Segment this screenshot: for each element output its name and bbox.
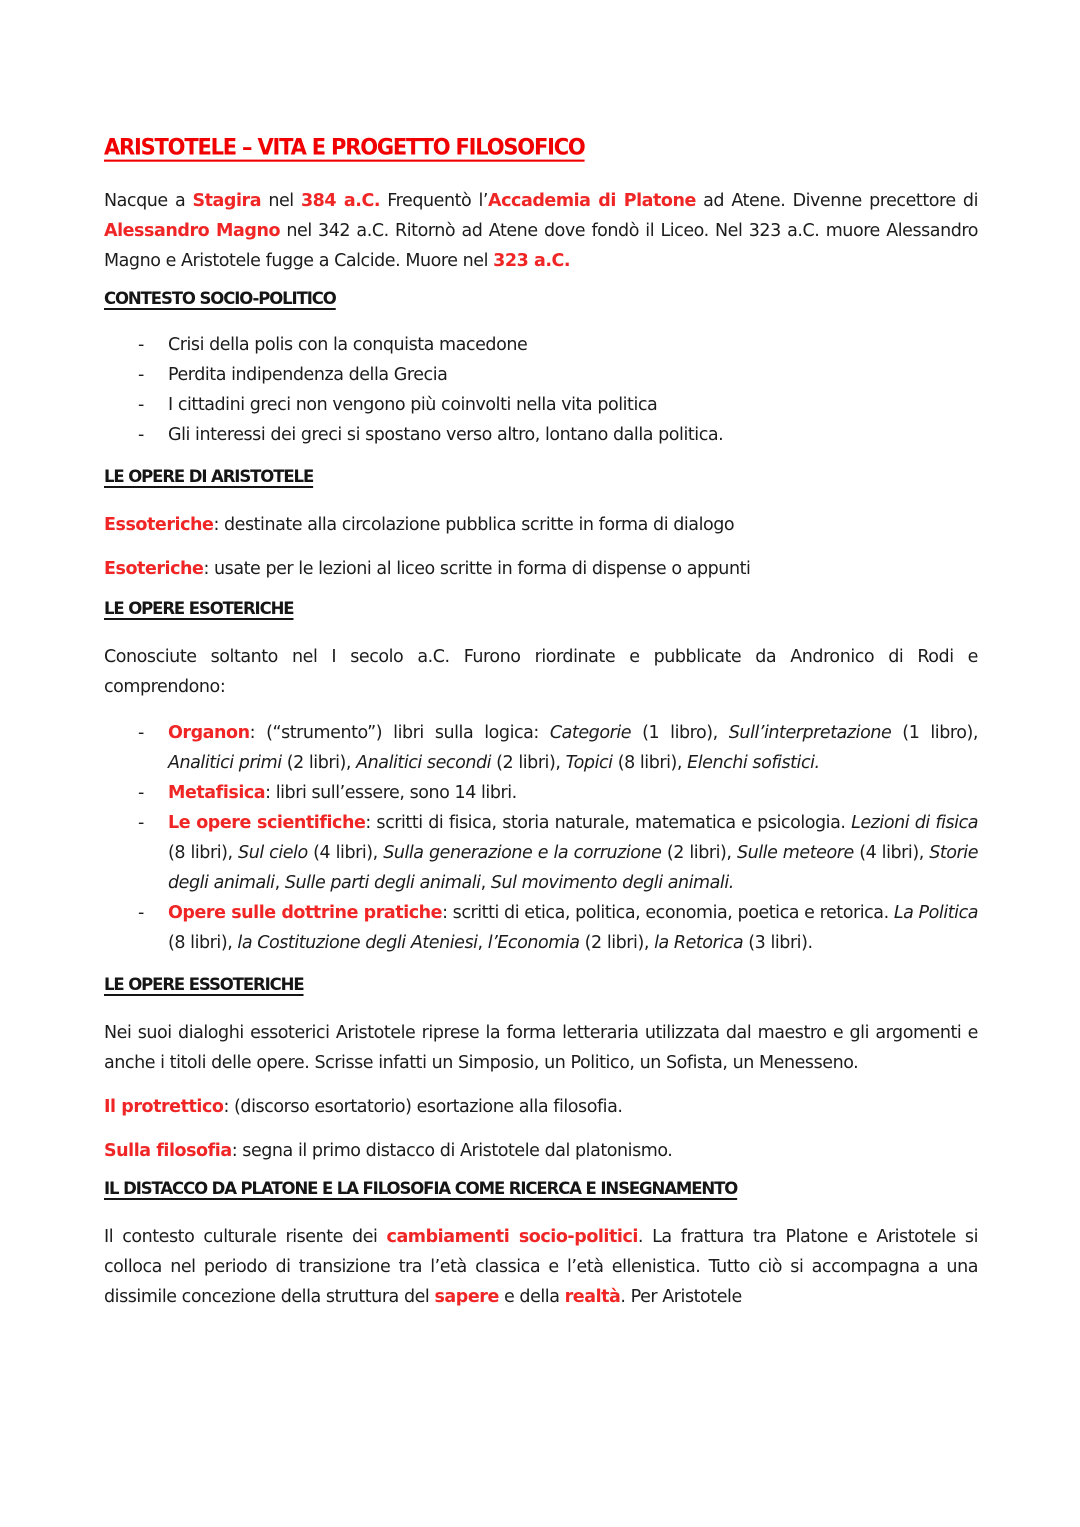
heading-esoteriche: LE OPERE ESOTERICHE xyxy=(104,599,294,618)
protrettico-definition: Il protrettico: (discorso esortatorio) esortazione alla filosofia. xyxy=(104,1097,623,1117)
sulla-filosofia-definition: Sulla filosofia: segna il primo distacco di Aristotele dal platonismo. xyxy=(104,1141,673,1161)
list-item-scientifiche: - Le opere scientifiche: scritti di fisica, storia naturale, matematica e psicologia. Lezioni di fisica (8 libri), Sul cielo (4 libri), Sulla generazione e la corruzione (2 libri), Sulle meteore (4 libri), Storie degli animali, Sulle parti degli animali, Sul movimento degli animali. xyxy=(168,808,978,898)
heading-distacco: IL DISTACCO DA PLATONE E LA FILOSOFIA COME RICERCA E INSEGNAMENTO xyxy=(104,1179,738,1198)
distacco-paragraph: Il contesto culturale risente dei cambiamenti socio-politici. La frattura tra Platone e Aristotele si colloca nel periodo di transizione tra l’età classica e l’età ellenistica. Tutto ciò si accompagna a una dissimile concezione della struttura del sapere e della realtà. Per Aristotele xyxy=(104,1227,978,1307)
list-item-metafisica: - Metafisica: libri sull’essere, sono 14 libri. xyxy=(168,778,978,808)
highlight-alessandro: Alessandro Magno xyxy=(104,221,281,241)
highlight-stagira: Stagira xyxy=(192,191,262,211)
esoteriche-list xyxy=(104,718,978,958)
document-content xyxy=(104,130,978,1312)
list-item: - Crisi della polis con la conquista macedone xyxy=(168,330,978,360)
highlight-year-323: 323 a.C. xyxy=(493,251,571,271)
contesto-list xyxy=(104,330,978,450)
heading-contesto: CONTESTO SOCIO-POLITICO xyxy=(104,289,336,308)
list-item-organon: - Organon: (“strumento”) libri sulla logica: Categorie (1 libro), Sull’interpretazione (1 libro), Analitici primi (2 libri), Analitici secondi (2 libri), Topici (8 libri), Elenchi sofistici. xyxy=(168,718,978,778)
heading-opere: LE OPERE DI ARISTOTELE xyxy=(104,467,314,486)
heading-essoteriche: LE OPERE ESSOTERICHE xyxy=(104,975,304,994)
list-item-pratiche: - Opere sulle dottrine pratiche: scritti di etica, politica, economia, poetica e retorica. La Politica (8 libri), la Costituzione degli Ateniesi, l’Economia (2 libri), la Retorica (3 libri). xyxy=(168,898,978,958)
list-item: - Perdita indipendenza della Grecia xyxy=(168,360,978,390)
biography-paragraph: Nacque a Stagira nel 384 a.C. Frequentò l’Accademia di Platone ad Atene. Divenne precettore di Alessandro Magno nel 342 a.C. Ritornò ad Atene dove fondò il Liceo. Nel 323 a.C. muore Alessandro Magno e Aristotele fugge a Calcide. Muore nel 323 a.C. xyxy=(104,191,978,271)
esoteriche-intro: Conosciute soltanto nel I secolo a.C. Furono riordinate e pubblicate da Andronico di Rodi e comprendono: xyxy=(104,647,978,697)
document-title: ARISTOTELE – VITA E PROGETTO FILOSOFICO xyxy=(104,134,585,160)
essoteriche-intro: Nei suoi dialoghi essoterici Aristotele riprese la forma letteraria utilizzata dal maestro e gli argomenti e anche i titoli delle opere. Scrisse infatti un Simposio, un Politico, un Sofista, un Menesseno. xyxy=(104,1023,978,1073)
list-item: - Gli interessi dei greci si spostano verso altro, lontano dalla politica. xyxy=(168,420,978,450)
list-item: - I cittadini greci non vengono più coinvolti nella vita politica xyxy=(168,390,978,420)
highlight-year-384: 384 a.C. xyxy=(300,191,381,211)
highlight-accademia: Accademia di Platone xyxy=(488,191,696,211)
essoteriche-definition: Essoteriche: destinate alla circolazione pubblica scritte in forma di dialogo xyxy=(104,515,735,535)
esoteriche-definition: Esoteriche: usate per le lezioni al liceo scritte in forma di dispense o appunti xyxy=(104,559,751,579)
